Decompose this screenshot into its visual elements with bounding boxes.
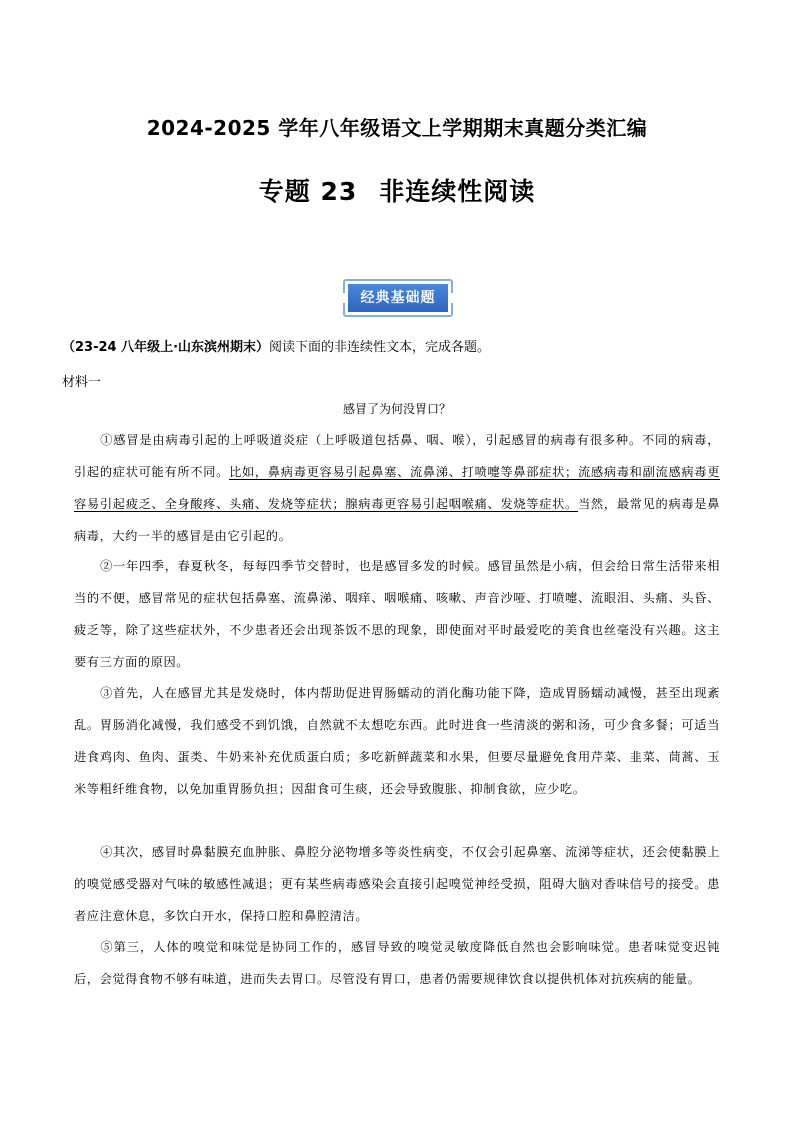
paragraph-5-text: ⑤第三，人体的嗅觉和味觉是协同工作的，感冒导致的嗅觉灵敏度降低自然也会影响味觉。患者味觉变迟钝后，会觉得食物不够有味道，进而失去胃口。尽管没有胃口，患者仍需要规律饮食以提供机体对抗疾病的能量。: [74, 940, 720, 986]
paragraph-4: [74, 836, 720, 932]
badge-label: 经典基础题: [348, 284, 448, 312]
question-intro: [62, 336, 490, 355]
paragraph-1-underlined: 比如，鼻病毒更容易引起鼻塞、流鼻涕、打喷嚏等鼻部症状；流感病毒和副流感病毒更容易引起疲乏、全身酸疼、头痛、发烧等症状；腺病毒更容易引起咽喉痛、发烧等症状。: [74, 465, 720, 511]
paragraph-3: [74, 677, 720, 805]
paragraph-1-end: 当然，最常见的病毒是鼻病毒，大约一半的感冒是由它引起的。: [74, 497, 720, 543]
paragraph-3-text: ③首先，人在感冒尤其是发烧时，体内帮助促进胃肠蠕动的消化酶功能下降，造成胃肠蠕动减慢，甚至出现紊乱。胃肠消化减慢，我们感受不到饥饿，自然就不太想吃东西。此时进食一些清淡的粥和汤，可少食多餐；可适当进食鸡肉、鱼肉、蛋类、牛奶来补充优质蛋白质；多吃新鲜蔬菜和水果，但要尽量避免食用芹菜、韭菜、茼蒿、玉米等粗纤维食物，以免加重胃肠负担；因甜食可生痰，还会导致腹胀、抑制食欲，应少吃。: [74, 686, 720, 796]
paragraph-2: [74, 550, 720, 678]
section-badge: [343, 279, 453, 317]
material-label: 材料一: [62, 375, 102, 390]
paragraph-1-text: ①感冒是由病毒引起的上呼吸道炎症（上呼吸道包括鼻、咽、喉），引起感冒的病毒有很多种。不同的病毒，引起的症状可能有所不同。: [74, 433, 720, 479]
topic-number: 专题 23: [258, 177, 358, 206]
paragraph-1: [74, 424, 720, 552]
document-title: 2024-2025 学年八年级语文上学期期末真题分类汇编: [146, 116, 648, 140]
article-title: 感冒了为何没胃口？: [342, 402, 451, 416]
topic-title: [0, 172, 794, 208]
badge-notch-left: [341, 293, 347, 303]
paragraph-2-text: ②一年四季，春夏秋冬，每每四季节交替时，也是感冒多发的时候。感冒虽然是小病，但会给日常生活带来相当的不便，感冒常见的症状包括鼻塞、流鼻涕、咽痒、咽喉痛、咳嗽、声音沙哑、打喷嚏、流眼泪、头痛、头昏、疲乏等，除了这些症状外，不少患者还会出现茶饭不思的现象，即使面对平时最爱吃的美食也丝毫没有兴趣。这主要有三方面的原因。: [74, 559, 720, 669]
badge-notch-right: [449, 293, 455, 303]
question-source: （23-24 八年级上·山东滨州期末）: [62, 340, 270, 355]
question-instruction: 阅读下面的非连续性文本，完成各题。: [269, 340, 491, 355]
paragraph-5: [74, 931, 720, 995]
paragraph-4-text: ④其次，感冒时鼻黏膜充血肿胀、鼻腔分泌物增多等炎性病变，不仅会引起鼻塞、流涕等症状，还会使黏膜上的嗅觉感受器对气味的敏感性减退；更有某些病毒感染会直接引起嗅觉神经受损，阻碍大脑对香味信号的接受。患者应注意休息，多饮白开水，保持口腔和鼻腔清洁。: [74, 845, 720, 923]
topic-name: 非连续性阅读: [379, 177, 536, 206]
